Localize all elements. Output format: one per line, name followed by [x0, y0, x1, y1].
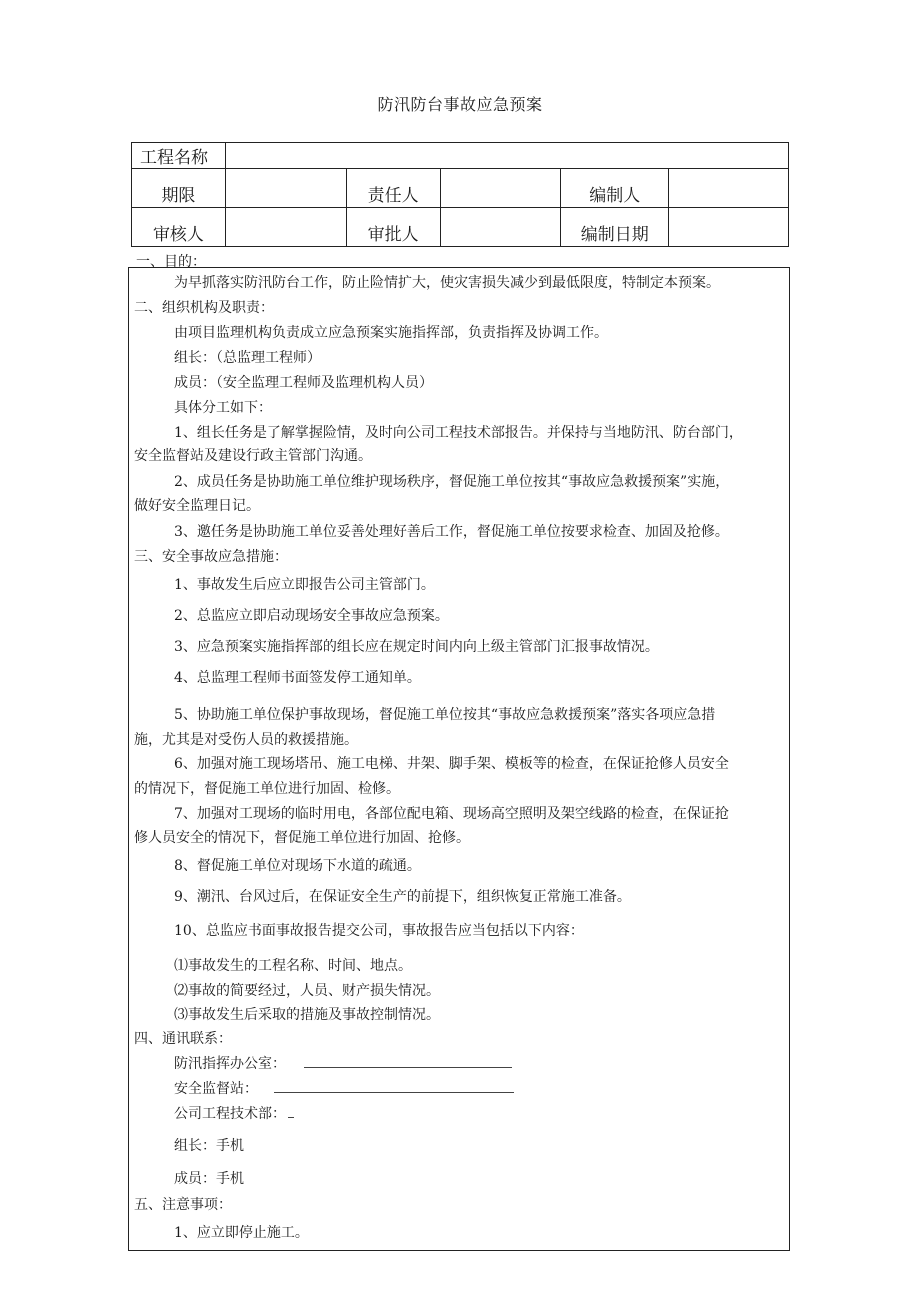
report-item-3: ⑶事故发生后采取的措施及事故控制情况。: [174, 1007, 440, 1023]
tech-dept-blank[interactable]: [288, 1105, 294, 1118]
measure-9: 9、潮汛、台风过后，在保证安全生产的前提下，组织恢复正常施工准备。: [174, 889, 631, 905]
report-item-1: ⑴事故发生的工程名称、时间、地点。: [174, 958, 412, 974]
compile-date-label: 编制日期: [561, 208, 669, 247]
measure-2: 2、总监应立即启动现场安全事故应急预案。: [174, 608, 449, 624]
responsible-label: 责任人: [346, 169, 440, 208]
org-text: 由项目监理机构负责成立应急预案实施指挥部，负责指挥及协调工作。: [174, 325, 608, 341]
responsible-field[interactable]: [440, 169, 561, 208]
purpose-text: 为早抓落实防汛防台工作，防止险情扩大，使灾害损失减少到最低限度，特制定本预案。: [174, 275, 720, 291]
section-1-heading: 一、目的：: [136, 254, 206, 270]
leader-phone: 组长：手机: [174, 1138, 244, 1154]
flood-office-blank[interactable]: [304, 1055, 512, 1068]
period-field[interactable]: [225, 169, 346, 208]
measure-3: 3、应急预案实施指挥部的组长应在规定时间内向上级主管部门汇报事故情况。: [174, 639, 659, 655]
flood-office-label: 防汛指挥办公室：: [174, 1056, 286, 1072]
measure-4: 4、总监理工程师书面签发停工通知单。: [174, 670, 421, 686]
measure-7-line-1: 7、加强对工现场的临时用电，各部位配电箱、现场高空照明及架空线路的检查，在保证抢: [174, 806, 729, 822]
duty-1-line-1: 1、组长任务是了解掌握险情，及时向公司工程技术部报告。并保持与当地防汛、防台部门，: [174, 425, 743, 441]
measure-10: 10、总监应书面事故报告提交公司，事故报告应当包括以下内容：: [174, 923, 584, 939]
duty-2-line-2: 做好安全监理日记。: [134, 498, 260, 514]
section-4-heading: 四、通讯联系：: [134, 1031, 232, 1047]
flood-office-row: [174, 1055, 512, 1073]
measure-1: 1、事故发生后应立即报告公司主管部门。: [174, 577, 435, 593]
safety-station-row: [174, 1080, 514, 1098]
section-3-heading: 三、安全事故应急措施：: [134, 549, 288, 565]
measure-6-line-2: 的情况下，督促施工单位进行加固、检修。: [134, 781, 400, 797]
tech-dept-row: [174, 1105, 294, 1123]
section-5-heading: 五、注意事项：: [134, 1197, 232, 1213]
header-table: [131, 142, 789, 247]
period-label: 期限: [132, 169, 226, 208]
reviewer-field[interactable]: [225, 208, 346, 247]
leader-text: 组长：（总监理工程师）: [174, 350, 321, 366]
reviewer-label: 审核人: [132, 208, 226, 247]
project-name-label: 工程名称: [132, 143, 226, 169]
measure-6-line-1: 6、加强对施工现场塔吊、施工电梯、井架、脚手架、模板等的检查，在保证抢修人员安全: [174, 756, 729, 772]
report-item-2: ⑵事故的简要经过，人员、财产损失情况。: [174, 983, 440, 999]
compile-date-field[interactable]: [669, 208, 789, 247]
duty-3-text: 3、邀任务是协助施工单位妥善处理好善后工作，督促施工单位按要求检查、加固及抢修。: [174, 524, 729, 540]
measure-5-line-2: 施，尤其是对受伤人员的救援措施。: [134, 732, 358, 748]
member-phone: 成员：手机: [174, 1171, 244, 1187]
tech-dept-label: 公司工程技术部：: [174, 1106, 286, 1122]
project-name-field[interactable]: [225, 143, 788, 169]
measure-5-line-1: 5、协助施工单位保护事故现场，督促施工单位按其“事故应急救援预案”落实各项应急措: [174, 707, 716, 723]
page-title: 防汛防台事故应急预案: [377, 95, 543, 114]
section-2-heading: 二、组织机构及职责：: [134, 300, 274, 316]
safety-station-blank[interactable]: [274, 1080, 514, 1093]
duty-2-line-1: 2、成员任务是协助施工单位维护现场秩序，督促施工单位按其“事故应急救援预案”实施，: [174, 474, 730, 490]
division-text: 具体分工如下：: [174, 400, 272, 416]
approver-field[interactable]: [440, 208, 561, 247]
safety-station-label: 安全监督站：: [174, 1081, 258, 1097]
approver-label: 审批人: [346, 208, 440, 247]
compiler-field[interactable]: [669, 169, 789, 208]
measure-8: 8、督促施工单位对现场下水道的疏通。: [174, 858, 421, 874]
members-text: 成员：（安全监理工程师及监理机构人员）: [174, 375, 433, 391]
notice-1: 1、应立即停止施工。: [174, 1225, 309, 1241]
measure-7-line-2: 修人员安全的情况下，督促施工单位进行加固、抢修。: [134, 830, 470, 846]
duty-1-line-2: 安全监督站及建设行政主管部门沟通。: [134, 448, 372, 464]
compiler-label: 编制人: [561, 169, 669, 208]
